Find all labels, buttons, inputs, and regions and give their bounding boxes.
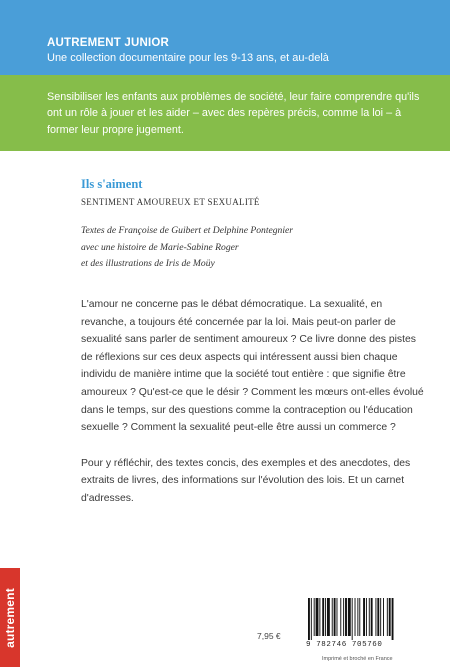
credit-line: et des illustrations de Iris de Moüy	[81, 258, 215, 269]
book-credits	[81, 223, 293, 273]
blurb-paragraph: L'amour ne concerne pas le débat démocratique. La sexualité, en revanche, a toujours été concernée par la loi. Mais peut-on parler de sexualité sans parler de sentiment amoureux ? Ce livre donne des pistes de réflexions sur ces deux aspects qui intéressent aussi bien chaque individu de manière intime que la société tout entière : que signifie être amoureux ? Qu'est-ce que le désir ? Comment les mœurs ont-elles évolué dans le temps, sur des questions comme la contraception ou l'éducation sexuelle ? Comment la sexualité peut-elle être aussi un commerce ?	[81, 299, 424, 434]
publisher-logo	[0, 568, 20, 667]
barcode	[306, 598, 424, 649]
blurb	[81, 296, 426, 508]
book-title: Ils s'aiment	[81, 177, 143, 191]
credit-line: Textes de Françoise de Guibert et Delphine Pontegnier	[81, 225, 293, 236]
series-banner	[0, 0, 450, 75]
book-subtitle: SENTIMENT AMOUREUX ET SEXUALITÉ	[81, 197, 260, 207]
mission-text: Sensibiliser les enfants aux problèmes de société, leur faire comprendre qu'ils ont un rôle à jouer et les aider – avec des repères précis, comme la loi – à former leur propre jugement.	[47, 91, 420, 136]
barcode-icon	[306, 598, 424, 640]
barcode-digits: 9 782746 705760	[306, 641, 383, 649]
price: 7,95 €	[257, 631, 281, 641]
printed-in-note: Imprimé et broché en France	[322, 656, 393, 662]
series-subtitle: Une collection documentaire pour les 9-13 ans, et au-delà	[47, 52, 329, 64]
mission-banner	[0, 75, 450, 151]
credit-line: avec une histoire de Marie-Sabine Roger	[81, 241, 239, 253]
series-title: AUTREMENT JUNIOR	[47, 37, 170, 49]
blurb-paragraph: Pour y réfléchir, des textes concis, des exemples et des anecdotes, des extraits de livres, des informations sur l'évolution des lois. Et un carnet d'adresses.	[81, 457, 411, 504]
publisher-name: autrement	[3, 587, 18, 648]
